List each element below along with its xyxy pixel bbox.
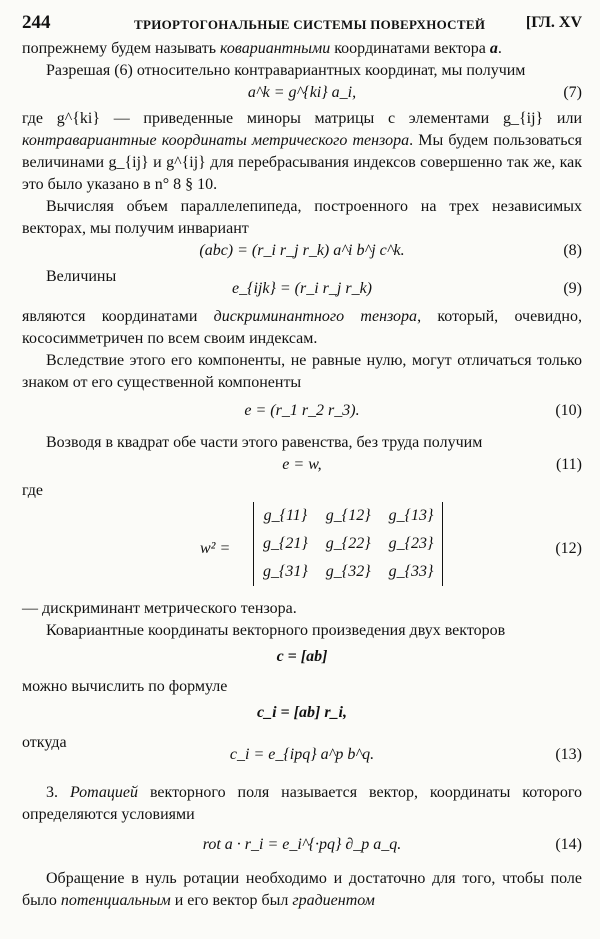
equation-number-14: (14) <box>555 836 582 853</box>
matrix-cell: g_{32} <box>325 563 371 580</box>
formula-ci: c_i = [ab] r_i, <box>257 704 347 721</box>
chapter-marker: [ГЛ. XV <box>525 14 582 31</box>
label-quantities: Величины <box>46 268 117 285</box>
equation-number-8: (8) <box>563 242 582 259</box>
equation-number-10: (10) <box>555 402 582 419</box>
book-page <box>22 12 582 912</box>
term-contravariant-metric: контравариантные координаты метрического тензора <box>22 132 410 149</box>
term-rotation: Ротацией <box>69 784 138 801</box>
page-number: 244 <box>22 12 51 33</box>
paragraph-rotation: 3. Ротацией векторного поля называется вектор, координаты которого определяются условиями <box>22 784 582 823</box>
formula-9: e_{ijk} = (r_i r_j r_k) <box>231 280 372 297</box>
matrix-cell: g_{22} <box>325 535 371 552</box>
matrix-cell: g_{11} <box>263 507 308 524</box>
paragraph-contravariant: где g^{ki} — приведенные миноры матрицы с элементами g_{ij} или контравариантные координаты метрического тензора. Мы будем пользоваться величинами g_{ij} и g^{ij} для перебрасывания индексов совершенно так же, как это было указано в n° 8 § 10. <box>22 110 582 193</box>
equation-number-12: (12) <box>555 540 582 557</box>
equation-13 <box>22 732 582 763</box>
matrix-cell: g_{21} <box>263 535 308 552</box>
term-potential: потенциальным <box>60 892 171 909</box>
formula-13: c_i = e_{ipq} a^p b^q. <box>229 746 375 763</box>
equation-number-13: (13) <box>555 746 582 763</box>
running-title: ТРИОРТОГОНАЛЬНЫЕ СИСТЕМЫ ПОВЕРХНОСТЕЙ <box>134 17 486 32</box>
paragraph-volume: Вычисляя объем параллелепипеда, построенного на трех независимых векторах, мы получим инвариант <box>22 198 582 237</box>
determinant-matrix <box>253 502 443 586</box>
paragraph-formula-intro: можно вычислить по формуле <box>22 678 228 695</box>
term-covariant: ковариантными <box>220 40 331 57</box>
equation-number-9: (9) <box>563 280 582 297</box>
equation-14 <box>22 826 582 868</box>
formula-10: e = (r_1 r_2 r_3). <box>244 402 360 419</box>
equation-10 <box>22 394 582 432</box>
formula-cross: c = [ab] <box>276 648 328 665</box>
paragraph-squaring: Возводя в квадрат обе части этого равенства, без труда получим <box>46 434 483 451</box>
equation-9 <box>22 266 582 297</box>
formula-12-lhs: w² = <box>200 540 231 557</box>
term-discriminant-tensor: дискриминантного тензора <box>213 308 418 325</box>
equation-number-11: (11) <box>555 456 582 473</box>
equation-number-7: (7) <box>563 84 582 101</box>
label-whence: откуда <box>22 734 67 751</box>
equation-ci <box>22 698 582 732</box>
matrix-cell: g_{23} <box>388 535 434 552</box>
equation-7 <box>22 82 582 108</box>
paragraph-discriminant: являются координатами дискриминантного тензора, который, очевидно, кососимметричен по всем своим индексам. <box>22 308 582 347</box>
running-header <box>22 12 582 38</box>
paragraph-potential: Обращение в нуль ротации необходимо и достаточно для того, чтобы поле было потенциальным и его вектор был градиентом <box>22 870 582 909</box>
equation-11 <box>22 454 582 480</box>
equation-8 <box>22 240 582 266</box>
label-where: где <box>22 482 44 499</box>
term-gradient: градиентом <box>292 892 375 909</box>
paragraph-discriminant-def: — дискриминант метрического тензора. <box>22 600 297 617</box>
matrix-cell: g_{12} <box>325 507 371 524</box>
paragraph-covariant: попрежнему будем называть ковариантными координатами вектора a. <box>22 40 502 57</box>
paragraph-solving: Разрешая (6) относительно контравариантных координат, мы получим <box>46 62 526 79</box>
matrix-cell: g_{13} <box>388 507 434 524</box>
matrix-cell: g_{33} <box>388 563 434 580</box>
equation-cross <box>22 642 582 676</box>
formula-8: (abc) = (r_i r_j r_k) a^i b^j c^k. <box>199 242 405 259</box>
formula-14: rot a · r_i = e_i^{·pq} ∂_p a_q. <box>202 836 402 853</box>
paragraph-components: Вследствие этого его компоненты, не равные нулю, могут отличаться только знаком от его существенной компоненты <box>22 352 582 391</box>
matrix-cell: g_{31} <box>263 563 308 580</box>
formula-7: a^k = g^{ki} a_i, <box>247 84 357 101</box>
paragraph-cross-product: Ковариантные координаты векторного произведения двух векторов <box>46 622 506 639</box>
equation-12 <box>22 502 582 594</box>
formula-11: e = w, <box>282 456 322 473</box>
